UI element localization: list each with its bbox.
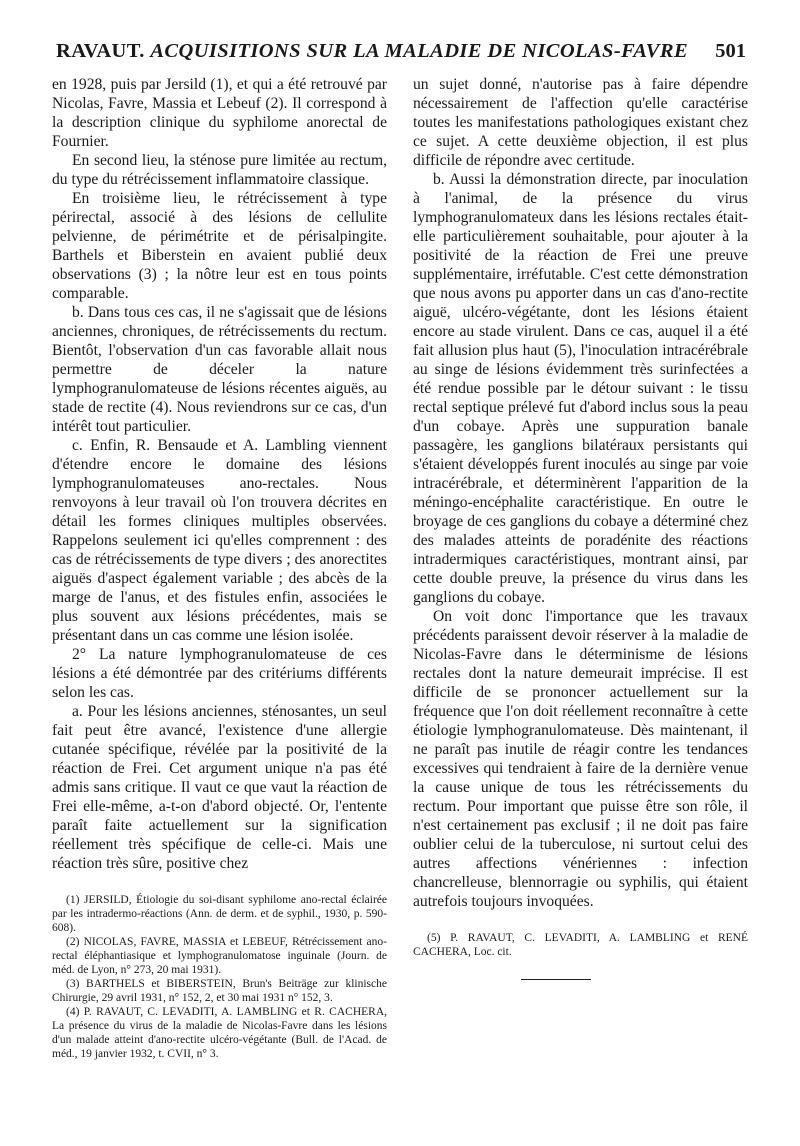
paragraph: 2° La nature lymphogranulomateuse de ces lésions a été démontrée par des critériums différents selon les cas. [52, 646, 387, 701]
footnotes [413, 931, 748, 959]
page-number: 501 [715, 40, 746, 62]
header-title: ACQUISITIONS SUR LA MALADIE DE NICOLAS-FAVRE [150, 40, 689, 62]
footnote: (1) JERSILD, Étiologie du soi-disant syphilome ano-rectal éclairée par les intradermo-réactions (Ann. de derm. et de syphil., 1930, p. 590-608). [52, 894, 387, 934]
paragraph: b. Aussi la démonstration directe, par inoculation à l'animal, de la présence du virus lymphogranulomateux dans les lésions rectales était-elle particulièrement souhaitable, pour ajouter à la positivité de la réaction de Frei une preuve supplémentaire, irréfutable. C'est cette démonstration que nous avons pu apporter dans un cas d'ano-rectite aiguë, ulcéro-végétante, dont les lésions étaient encore au stade virulent. Dans ce cas, auquel il a été fait allusion plus haut (5), l'inoculation intracérébrale au singe de lésions évidemment très surinfectées a été rendue possible par le détour suivant : le tissu rectal septique prélevé fut d'abord inclus sous la peau d'un cobaye. Après une suppuration banale passagère, les ganglions bilatéraux persistants qui s'étaient développés furent inoculés au singe par voie intracérébrale, et déterminèrent l'apparition de la méningo-encéphalite caractéristique. En outre le broyage de ces ganglions du cobaye a déterminé chez des malades atteints de poradénite des réactions intradermiques caractéristiques, montrant ainsi, par cette double preuve, la présence du virus dans les ganglions du cobaye. [413, 171, 748, 606]
footnotes [52, 893, 387, 1061]
paragraph: On voit donc l'importance que les travaux précédents paraissent devoir réserver à la maladie de Nicolas-Favre dans le déterminisme de lésions rectales dont la nature demeurait imprécise. Il est difficile de se prononcer actuellement sur la fréquence que l'on doit réellement reconnaître à cette étiologie lymphogranulomateuse. Dès maintenant, il ne paraît pas inutile de réagir contre les tendances excessives qui tendraient à faire de la dernière venue la cause unique de tous les rétrécissements du rectum. Pour important que puisse être son rôle, il n'est certainement pas exclusif ; il ne doit pas faire oublier celui de la tuberculose, ni surtout celui des autres affections vénériennes : infection chancrelleuse, blennorragie ou syphilis, qui étaient autrefois toujours invoquées. [413, 608, 748, 910]
footnote: (5) P. RAVAUT, C. LEVADITI, A. LAMBLING et RENÉ CACHERA, Loc. cit. [413, 932, 748, 958]
paragraph: En second lieu, la sténose pure limitée au rectum, du type du rétrécissement inflammatoire classique. [52, 152, 387, 188]
footnote-end-rule [521, 979, 591, 980]
running-header [56, 40, 746, 74]
footnote: (4) P. RAVAUT, C. LEVADITI, A. LAMBLING et R. CACHERA, La présence du virus de la maladie de Nicolas-Favre dans les lésions d'un malade atteint d'ano-rectite ulcéro-végétante (Bull. de l'Acad. de méd., 19 janvier 1932, t. CVII, n° 3. [52, 1006, 387, 1060]
paragraph: c. Enfin, R. Bensaude et A. Lambling viennent d'étendre encore le domaine des lésions lymphogranulomateuses ano-rectales. Nous renvoyons à leur travail où l'on trouvera décrites en détail les formes cliniques multiples observées. Rappelons seulement ici qu'elles comprennent : des cas de rétrécissements de type divers ; des anorectites aiguës d'aspect également variable ; des abcès de la marge de l'anus, et des fistules enfin, associées le plus souvent aux lésions précédentes, mais se présentant dans un cas comme une lésion isolée. [52, 437, 387, 644]
header-line [56, 40, 688, 63]
header-author: RAVAUT. [56, 40, 145, 62]
right-column [413, 75, 748, 980]
paragraph: un sujet donné, n'autorise pas à faire dépendre nécessairement de l'affection qu'elle caractérise toutes les manifestations pathologiques existant chez ce sujet. A cette deuxième objection, il est plus difficile de répondre avec certitude. [413, 76, 748, 169]
paragraph: b. Dans tous ces cas, il ne s'agissait que de lésions anciennes, chroniques, de rétrécissements du rectum. Bientôt, l'observation d'un cas favorable allait nous permettre de déceler la nature lymphogranulomateuse de lésions récentes aiguës, au stade de rectite (4). Nous reviendrons sur ce cas, d'un intérêt tout particulier. [52, 304, 387, 435]
footnote: (2) NICOLAS, FAVRE, MASSIA et LEBEUF, Rétrécissement ano-rectal éléphantiasique et lymphogranulomatose inguinale (Journ. de méd. de Lyon, n° 273, 20 mai 1931). [52, 936, 387, 976]
paragraph: en 1928, puis par Jersild (1), et qui a été retrouvé par Nicolas, Favre, Massia et Lebeuf (2). Il correspond à la description clinique du syphilome anorectal de Fournier. [52, 76, 387, 150]
paragraph: En troisième lieu, le rétrécissement à type périrectal, associé à des lésions de cellulite pelvienne, de périmétrite et de périsalpingite. Barthels et Biberstein en avaient publié deux observations (3) ; la nôtre leur est en tous points comparable. [52, 190, 387, 302]
left-column [52, 75, 387, 1061]
paragraph: a. Pour les lésions anciennes, sténosantes, un seul fait peut être avancé, l'existence d'une allergie cutanée spécifique, révélée par la positivité de la réaction de Frei. Cet argument unique n'a pas été admis sans critique. Il vaut ce que vaut la réaction de Frei elle-même, a-t-on d'abord objecté. Or, l'entente paraît faite actuellement sur la signification réellement très spécifique de celle-ci. Mais une réaction très sûre, positive chez [52, 703, 387, 872]
footnote: (3) BARTHELS et BIBERSTEIN, Brun's Beiträge zur klinische Chirurgie, 29 avril 1931, n° 152, 2, et 30 mai 1931 n° 152, 3. [52, 978, 387, 1004]
